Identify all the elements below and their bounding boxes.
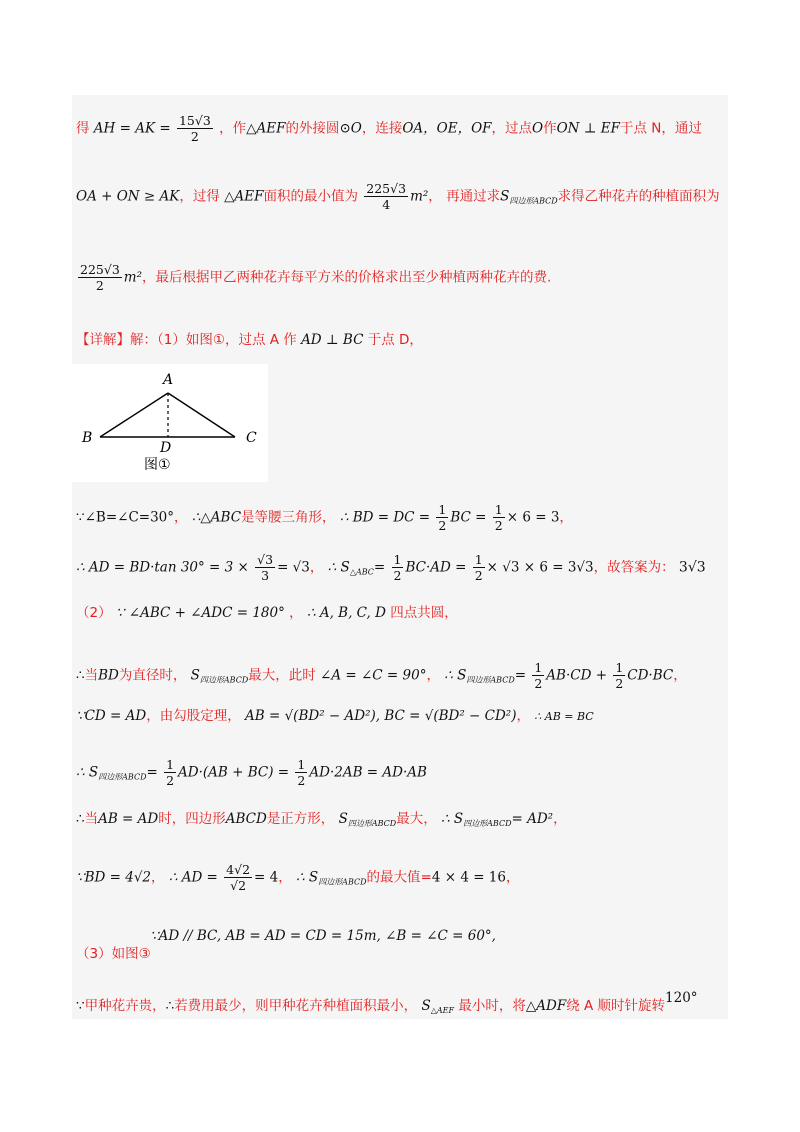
solution-line-5 bbox=[76, 502, 573, 533]
fraction bbox=[224, 862, 252, 893]
text: 四点共圆， bbox=[390, 605, 458, 621]
text: ， bbox=[559, 509, 573, 526]
numerator: 4√2 bbox=[226, 862, 251, 877]
denominator: 2 bbox=[166, 773, 175, 788]
math: ∵ ∠ABC + ∠ADC = 180° bbox=[115, 605, 285, 621]
math: ∵ bbox=[76, 998, 85, 1014]
math: m² bbox=[123, 269, 142, 286]
text: 最小时，将 bbox=[458, 998, 526, 1014]
solution-line-14 bbox=[76, 946, 151, 962]
math: m² bbox=[410, 188, 429, 205]
math: CD·BC bbox=[627, 667, 674, 684]
solution-line-1 bbox=[76, 113, 702, 144]
solution-line-4 bbox=[76, 332, 423, 348]
text: 求得乙种花卉的种植面积为 bbox=[557, 188, 720, 205]
fraction bbox=[164, 757, 176, 788]
math: △AEF bbox=[224, 188, 264, 205]
text: 于点 D， bbox=[367, 332, 423, 348]
label-b: B bbox=[82, 430, 93, 446]
math: S bbox=[421, 998, 431, 1014]
text: 绕 A 顺时针旋转 bbox=[566, 998, 666, 1014]
text: 最大， bbox=[396, 811, 437, 827]
math: ∵∠B=∠C=30° bbox=[76, 509, 175, 526]
text: 【详解】解：（1）如图①，过点 A 作 bbox=[76, 332, 297, 348]
text: 得 bbox=[76, 120, 90, 137]
text: ，过点 bbox=[491, 120, 533, 137]
numerator: 1 bbox=[494, 502, 503, 517]
math: ∴ AD = bbox=[168, 869, 218, 886]
fraction bbox=[532, 660, 544, 691]
numerator: 1 bbox=[474, 552, 483, 567]
numerator: 1 bbox=[393, 552, 402, 567]
math: ∴ BD = DC = bbox=[339, 509, 431, 526]
text: 当 bbox=[84, 667, 99, 684]
numerator: 1 bbox=[615, 660, 624, 675]
fraction bbox=[473, 552, 485, 583]
text: ， bbox=[289, 605, 303, 621]
denominator: 2 bbox=[534, 676, 543, 691]
math: ∴ A, B, C, D bbox=[306, 605, 386, 621]
math: = √3 bbox=[277, 559, 310, 576]
solution-line-11 bbox=[76, 811, 567, 829]
side-ac bbox=[168, 393, 235, 437]
label-d: D bbox=[160, 440, 172, 456]
math: ∴ bbox=[165, 998, 175, 1014]
text: 为直径时， bbox=[118, 667, 187, 684]
fraction bbox=[613, 660, 625, 691]
math: AH = AK = bbox=[93, 120, 171, 137]
denominator: 2 bbox=[95, 278, 104, 293]
math: S bbox=[190, 667, 200, 684]
fraction bbox=[493, 502, 505, 533]
fraction bbox=[255, 552, 275, 583]
subscript: 四边形ABCD bbox=[463, 819, 512, 828]
numerator: 1 bbox=[297, 757, 306, 772]
math: = AD² bbox=[511, 811, 554, 827]
math: ON ⊥ EF bbox=[556, 120, 620, 137]
subscript: 四边形ABCD bbox=[509, 196, 558, 206]
math: ∵AD // BC, AB = AD = CD = 15m, ∠B = ∠C = 60°, bbox=[150, 928, 496, 944]
numerator: 225√3 bbox=[366, 181, 407, 196]
math: ∴ bbox=[76, 667, 85, 684]
math: △ADF bbox=[525, 998, 567, 1014]
numerator: 1 bbox=[166, 757, 175, 772]
text: ， bbox=[673, 667, 687, 684]
text: ，由勾股定理， bbox=[146, 708, 241, 724]
solution-line-7 bbox=[76, 605, 458, 621]
text: 时，四边形 bbox=[158, 811, 226, 827]
math: AD·2AB = AD·AB bbox=[309, 764, 427, 781]
math: × √3 × 6 = 3√3 bbox=[486, 559, 594, 576]
math: ∴ S bbox=[76, 764, 99, 781]
text: 若费用最少，则甲种花卉种植面积最小， bbox=[174, 998, 418, 1014]
math: = bbox=[514, 667, 527, 684]
figure-1 bbox=[72, 364, 268, 482]
solution-line-10 bbox=[76, 757, 427, 788]
math: = 4 bbox=[254, 869, 279, 886]
text: ， bbox=[309, 559, 324, 576]
math: 4 × 4 = 16 bbox=[431, 869, 506, 886]
denominator: 2 bbox=[438, 518, 447, 533]
solution-line-13 bbox=[150, 928, 496, 944]
text: 的最大值= bbox=[366, 869, 432, 886]
text: 是正方形， bbox=[266, 811, 335, 827]
text: ，故答案为： bbox=[593, 559, 675, 576]
math: BC·AD = bbox=[405, 559, 467, 576]
math: × 6 = 3 bbox=[506, 509, 560, 526]
numerator: 15√3 bbox=[178, 113, 211, 128]
math: OA + ON ≥ AK bbox=[76, 188, 180, 205]
text: （3）如图③ bbox=[76, 946, 151, 962]
label-c: C bbox=[246, 430, 257, 446]
denominator: 3 bbox=[261, 568, 270, 583]
solution-line-12 bbox=[76, 862, 520, 893]
math: ⊙O bbox=[339, 120, 362, 137]
numerator: 225√3 bbox=[80, 262, 120, 277]
numerator: 1 bbox=[438, 502, 447, 517]
math: = bbox=[146, 764, 158, 781]
subscript: 四边形ABCD bbox=[318, 877, 367, 887]
math: ∴ S bbox=[444, 667, 467, 684]
math: ∠A = ∠C = 90° bbox=[320, 667, 427, 684]
math: AB·CD + bbox=[546, 667, 608, 684]
text: ， bbox=[174, 509, 188, 526]
text: ， bbox=[516, 708, 530, 724]
denominator: 2 bbox=[393, 568, 402, 583]
denominator: 2 bbox=[615, 676, 624, 691]
denominator: √2 bbox=[230, 878, 247, 893]
math: ∴ bbox=[76, 811, 85, 827]
label-a: A bbox=[163, 372, 174, 388]
text: ，作 bbox=[219, 120, 247, 137]
text: 面积的最小值为 bbox=[263, 188, 358, 205]
math: AB = √(BD² − AD²), BC = √(BD² − CD²) bbox=[245, 708, 517, 724]
math: ∵CD = AD bbox=[76, 708, 147, 724]
math: S bbox=[338, 811, 348, 827]
subscript: △ABC bbox=[349, 567, 374, 577]
math: △AEF bbox=[246, 120, 286, 137]
math: ∵BD = 4√2 bbox=[76, 869, 152, 886]
subscript: △AEF bbox=[430, 1006, 455, 1015]
text: 是等腰三角形， bbox=[241, 509, 336, 526]
side-ab bbox=[100, 393, 168, 437]
text: ， bbox=[553, 811, 567, 827]
math: ∴ S bbox=[296, 869, 319, 886]
denominator: 2 bbox=[190, 129, 199, 144]
math: AD·(AB + BC) = bbox=[178, 764, 290, 781]
math: O bbox=[532, 120, 544, 137]
text: ，连接 bbox=[361, 120, 403, 137]
solution-line-15 bbox=[76, 990, 698, 1016]
math: S bbox=[500, 188, 510, 205]
subscript: 四边形ABCD bbox=[98, 772, 147, 782]
subscript: 四边形ABCD bbox=[466, 675, 515, 685]
fraction bbox=[436, 502, 448, 533]
math: AB = AD bbox=[98, 811, 159, 827]
text: 的外接圆 bbox=[285, 120, 340, 137]
triangle-diagram bbox=[72, 364, 268, 482]
solution-line-3 bbox=[76, 262, 551, 293]
text: ，最后根据甲乙两种花卉每平方米的价格求出至少种植两种花卉的费. bbox=[142, 269, 552, 286]
math: ∴ S bbox=[441, 811, 464, 827]
answer: 3√3 bbox=[678, 559, 706, 576]
solution-line-6 bbox=[76, 552, 706, 583]
fraction bbox=[177, 113, 213, 144]
numerator: √3 bbox=[257, 552, 274, 567]
fraction bbox=[78, 262, 122, 293]
math: ∴△ABC bbox=[191, 509, 242, 526]
text: 最大，此时 bbox=[248, 667, 316, 684]
denominator: 2 bbox=[297, 773, 306, 788]
math: ∴ AD = BD·tan 30° = 3 × bbox=[76, 559, 249, 576]
text: 作 bbox=[543, 120, 557, 137]
denominator: 2 bbox=[494, 518, 503, 533]
text: ， bbox=[426, 667, 440, 684]
solution-line-8 bbox=[76, 660, 687, 691]
figure-caption: 图① bbox=[144, 457, 171, 473]
math: BC = bbox=[450, 509, 487, 526]
fraction bbox=[295, 757, 307, 788]
text: ， bbox=[506, 869, 520, 886]
math: ∴ S bbox=[327, 559, 350, 576]
denominator: 4 bbox=[382, 197, 391, 212]
subscript: 四边形ABCD bbox=[199, 675, 249, 685]
math: AD ⊥ BC bbox=[301, 332, 364, 348]
math: BD bbox=[98, 667, 119, 684]
text: （2） bbox=[76, 605, 112, 621]
text: ，过得 bbox=[179, 188, 220, 205]
text: ， bbox=[278, 869, 292, 886]
solution-line-9 bbox=[76, 708, 594, 724]
numerator: 1 bbox=[534, 660, 543, 675]
subscript: 四边形ABCD bbox=[347, 819, 397, 828]
fraction bbox=[364, 181, 408, 212]
text: 甲种花卉贵， bbox=[84, 998, 166, 1014]
math: ∴ AB = BC bbox=[534, 710, 594, 723]
solution-line-2 bbox=[76, 181, 720, 212]
fraction bbox=[392, 552, 404, 583]
text: ， 再通过求 bbox=[428, 188, 501, 205]
text: ， bbox=[151, 869, 165, 886]
math: ABCD bbox=[225, 811, 267, 827]
denominator: 2 bbox=[474, 568, 483, 583]
text: 当 bbox=[84, 811, 99, 827]
math: 120° bbox=[665, 990, 698, 1006]
math: = bbox=[373, 559, 386, 576]
math: OA，OE，OF bbox=[402, 120, 492, 137]
text: 于点 N，通过 bbox=[619, 120, 702, 137]
